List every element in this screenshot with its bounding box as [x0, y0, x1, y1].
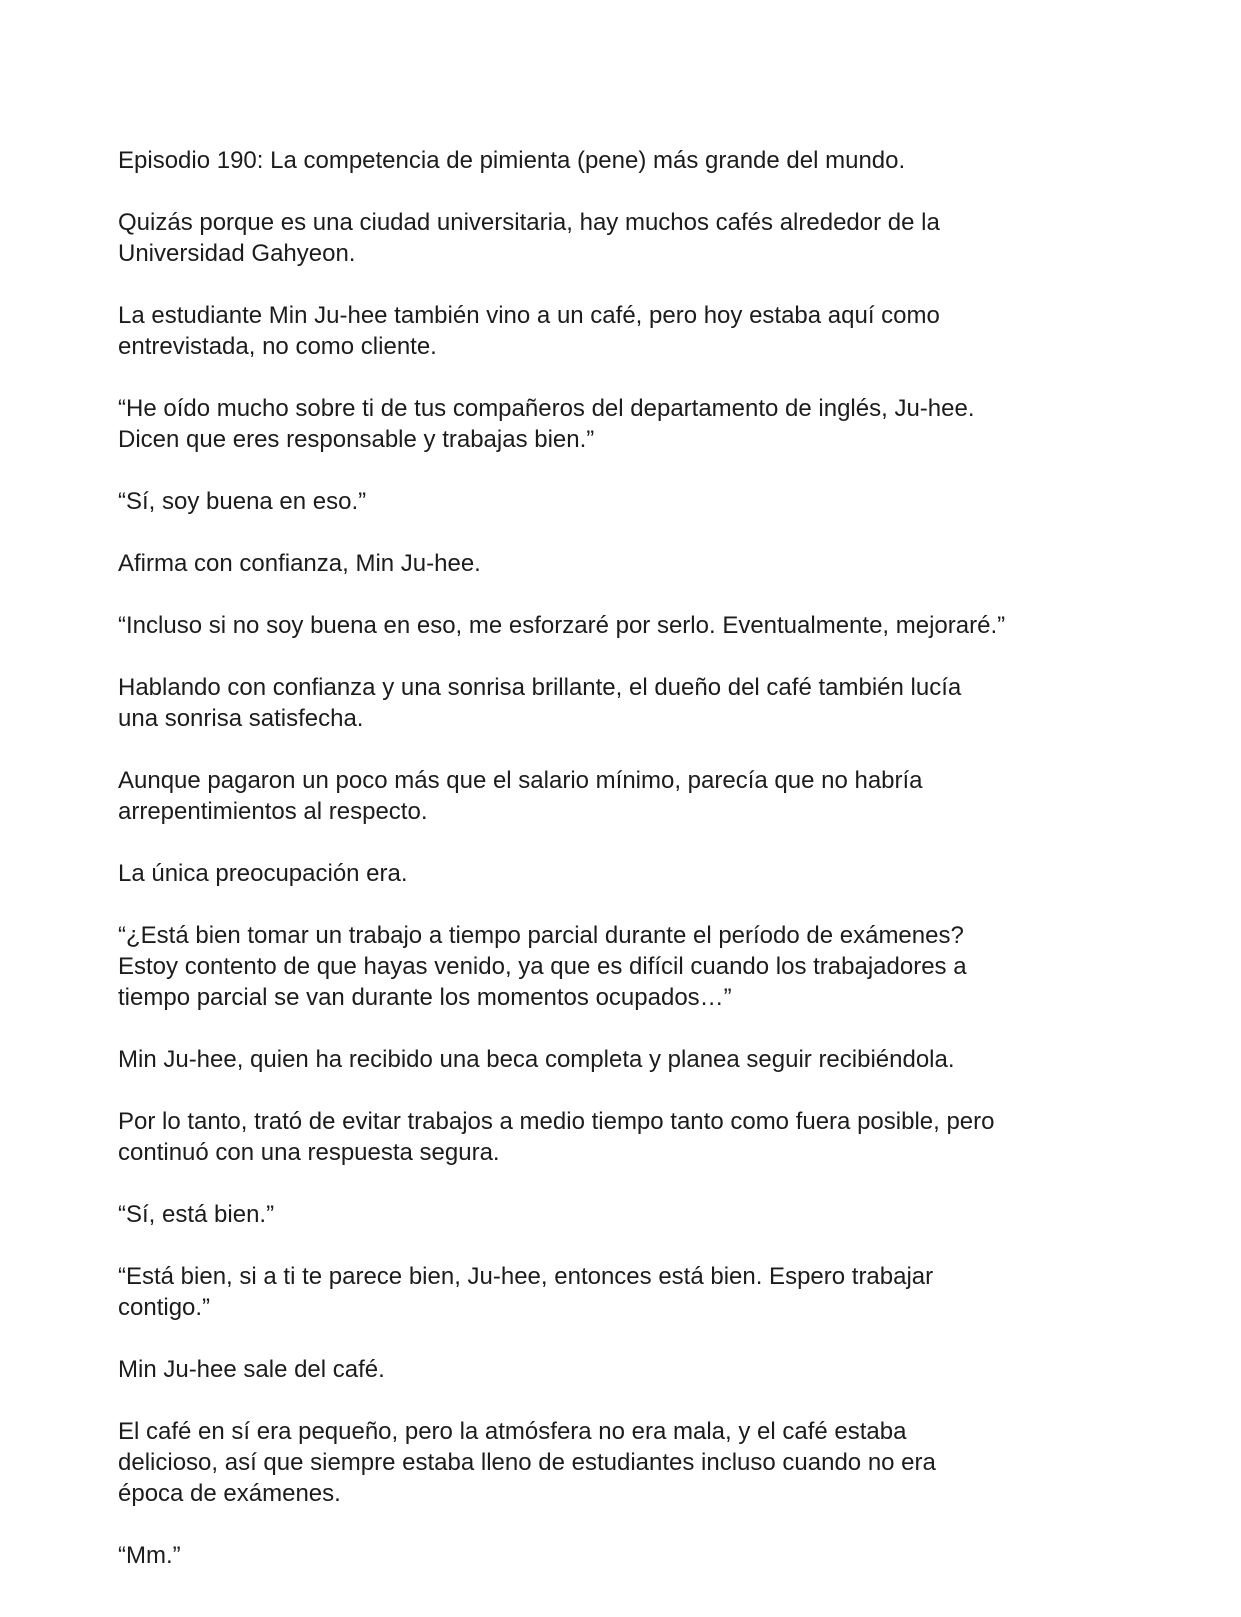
paragraph: Hablando con confianza y una sonrisa brillante, el dueño del café también lucía una sonrisa satisfecha.: [118, 674, 962, 732]
document-page: [118, 145, 1128, 1602]
dialogue-paragraph: “Sí, está bien.”: [118, 1201, 275, 1228]
paragraph: Quizás porque es una ciudad universitaria, hay muchos cafés alrededor de la Universidad Gahyeon.: [118, 209, 940, 267]
paragraph: La estudiante Min Ju-hee también vino a un café, pero hoy estaba aquí como entrevistada, no como cliente.: [118, 302, 940, 360]
dialogue-paragraph: “Está bien, si a ti te parece bien, Ju-hee, entonces está bien. Espero trabajar contigo.”: [118, 1263, 934, 1321]
dialogue-paragraph: “Incluso si no soy buena en eso, me esforzaré por serlo. Eventualmente, mejoraré.”: [118, 612, 1006, 639]
dialogue-paragraph: “He oído mucho sobre ti de tus compañeros del departamento de inglés, Ju-hee. Dicen que eres responsable y trabajas bien.”: [118, 395, 975, 453]
paragraph: Min Ju-hee, quien ha recibido una beca completa y planea seguir recibiéndola.: [118, 1046, 955, 1073]
dialogue-paragraph: “Sí, soy buena en eso.”: [118, 488, 367, 515]
paragraph: El café en sí era pequeño, pero la atmósfera no era mala, y el café estaba delicioso, así que siempre estaba lleno de estudiantes incluso cuando no era época de exámenes.: [118, 1418, 936, 1507]
chapter-heading: Episodio 190: La competencia de pimienta (pene) más grande del mundo.: [118, 147, 906, 174]
paragraph: Por lo tanto, trató de evitar trabajos a medio tiempo tanto como fuera posible, pero continuó con una respuesta segura.: [118, 1108, 995, 1166]
paragraph: Min Ju-hee sale del café.: [118, 1356, 385, 1383]
paragraph: Afirma con confianza, Min Ju-hee.: [118, 550, 481, 577]
paragraph: La única preocupación era.: [118, 860, 408, 887]
paragraph: Aunque pagaron un poco más que el salario mínimo, parecía que no habría arrepentimientos al respecto.: [118, 767, 923, 825]
dialogue-paragraph: “¿Está bien tomar un trabajo a tiempo parcial durante el período de exámenes? Estoy contento de que hayas venido, ya que es difícil cuando los trabajadores a tiempo parcial se van durante los momentos ocupados…”: [118, 922, 967, 1011]
dialogue-paragraph: “Mm.”: [118, 1542, 181, 1569]
